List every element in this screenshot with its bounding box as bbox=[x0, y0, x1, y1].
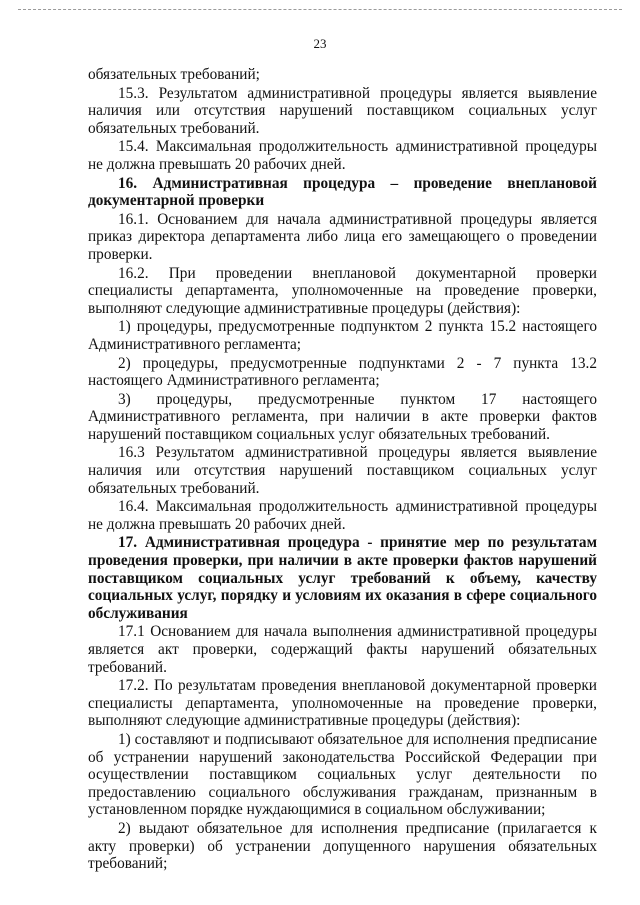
list-item-16-2-2: 2) процедуры, предусмотренные подпунктами 2 - 7 пункта 13.2 настоящего Административного регламента; bbox=[88, 354, 597, 390]
paragraph-16-2: 16.2. При проведении внеплановой документарной проверки специалисты департамента, уполномоченные на проведение проверки, выполняют следующие административные процедуры (действия): bbox=[88, 264, 597, 317]
list-item-16-2-3: 3) процедуры, предусмотренные пунктом 17 настоящего Административного регламента, при наличии в акте проверки фактов нарушений поставщиком социальных услуг обязательных требований. bbox=[88, 390, 597, 443]
list-item-17-2-1: 1) составляют и подписывают обязательное для исполнения предписание об устранении нарушений законодательства Российской Федерации при осуществлении поставщиком социальных услуг деятельности по предоставлению социального обслуживания гражданам, признанным в установленном порядке нуждающимися в социальном обслуживании; bbox=[88, 730, 597, 819]
paragraph-17-1: 17.1 Основанием для начала выполнения административной процедуры является акт проверки, содержащий факты нарушений обязательных требований. bbox=[88, 623, 597, 676]
paragraph-16-1: 16.1. Основанием для начала административной процедуры является приказ директора департамента либо лица его замещающего о проведении проверки. bbox=[88, 210, 597, 263]
paragraph-17-2: 17.2. По результатам проведения внеплановой документарной проверки специалисты департамента, уполномоченные на проведение проверки, выполняют следующие административные процедуры (действия): bbox=[88, 677, 597, 730]
section-heading-17: 17. Административная процедура - принятие мер по результатам проведения проверки, при наличии в акте проверки фактов нарушений поставщиком социальных услуг требований к объему, качеству социальных услуг, порядку и условиям их оказания в сфере социального обслуживания bbox=[88, 534, 597, 622]
page-number: 23 bbox=[313, 36, 327, 51]
list-item-17-2-2: 2) выдают обязательное для исполнения предписание (прилагается к акту проверки) об устранении допущенного нарушения обязательных требований; bbox=[88, 819, 597, 873]
paragraph-15-3: 15.3. Результатом административной процедуры является выявление наличия или отсутствия нарушений поставщиком социальных услуг обязательных требований. bbox=[88, 84, 597, 137]
paragraph-16-4: 16.4. Максимальная продолжительность административной процедуры не должна превышать 20 рабочих дней. bbox=[88, 498, 597, 533]
scan-top-edge bbox=[18, 9, 622, 10]
paragraph-16-3: 16.3 Результатом административной процедуры является выявление наличия или отсутствия нарушений поставщиком социальных услуг обязательных требований. bbox=[88, 444, 597, 497]
section-heading-16: 16. Административная процедура – проведение внеплановой документарной проверки bbox=[88, 174, 597, 210]
document-body bbox=[88, 66, 597, 873]
paragraph-continuation: обязательных требований; bbox=[88, 66, 260, 83]
paragraph-15-4: 15.4. Максимальная продолжительность административной процедуры не должна превышать 20 рабочих дней. bbox=[88, 138, 597, 173]
list-item-16-2-1: 1) процедуры, предусмотренные подпунктом 2 пункта 15.2 настоящего Административного регламента; bbox=[88, 318, 597, 353]
